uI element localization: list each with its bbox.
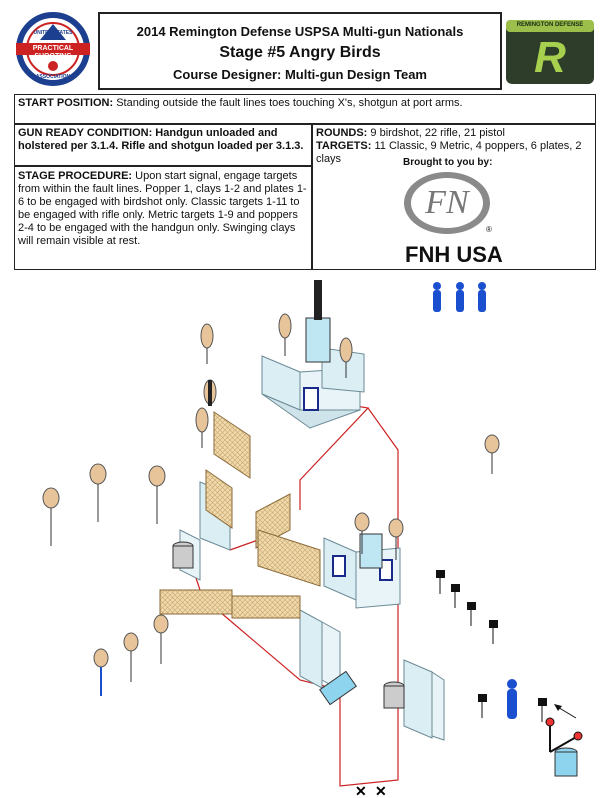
barrel: [384, 686, 404, 708]
paper-target: [43, 488, 59, 546]
fn-logo-text: FN: [425, 184, 469, 221]
rounds-text: 9 birdshot, 22 rifle, 21 pistol: [370, 127, 505, 139]
paper-target: [279, 314, 291, 356]
blue-popper: [433, 282, 441, 312]
start-x-mark: ✕: [375, 783, 387, 798]
steel-plate: [489, 620, 498, 644]
mesh-wall: [232, 596, 300, 618]
remington-brand-text: REMINGTON DEFENSE: [516, 22, 584, 28]
stage-title: Stage #5 Angry Birds: [219, 44, 381, 61]
start-x-mark: ✕: [355, 783, 367, 798]
sponsor-name: FNH USA: [405, 242, 503, 267]
steel-plate: [436, 570, 445, 594]
blue-popper: [478, 282, 486, 312]
swinging-clay: [546, 718, 582, 752]
mesh-wall: [258, 530, 320, 586]
targets-label: TARGETS:: [316, 140, 372, 152]
course-designer: Course Designer: Multi-gun Design Team: [172, 67, 427, 82]
center-post: [314, 280, 322, 320]
barrel: [306, 318, 330, 362]
paper-target: [485, 435, 499, 474]
paper-target: [124, 633, 138, 682]
targets-text: 11 Classic, 9 Metric, 4 poppers, 6 plates, 2 clays: [316, 140, 582, 165]
mesh-wall: [214, 412, 250, 478]
steel-plate: [451, 584, 460, 608]
blue-popper: [456, 282, 464, 312]
paper-target: [154, 615, 168, 664]
paper-target: [196, 408, 208, 448]
uspsa-ring-top: UNITED STATES: [33, 30, 73, 36]
start-position-text: Standing outside the fault lines toes touching X's, shotgun at port arms.: [116, 97, 463, 109]
rounds-label: ROUNDS:: [316, 127, 368, 139]
paper-target: [149, 466, 165, 524]
remington-r-mark: R: [534, 33, 566, 82]
barrel: [173, 546, 193, 568]
swing-arrow: [554, 704, 562, 711]
sponsor-brought-by: Brought to you by:: [403, 157, 493, 168]
gun-ready-text: GUN READY CONDITION: Handgun unloaded and holstered per 3.1.4. Rifle and shotgun loaded per 3.1.3.: [18, 127, 304, 152]
uspsa-banner: PRACTICAL SHOOTING: [32, 45, 74, 60]
paper-target: [90, 464, 106, 522]
lower-shooting-box: [300, 610, 322, 688]
steel-plate: [538, 698, 547, 722]
event-title: 2014 Remington Defense USPSA Multi-gun Nationals: [136, 24, 464, 39]
barrel: [555, 752, 577, 776]
steel-plate: [467, 602, 476, 626]
blue-popper: [507, 679, 517, 719]
fn-registered-mark: ®: [486, 225, 492, 234]
paper-target: [204, 380, 216, 406]
paper-target: [201, 324, 213, 364]
steel-plate: [478, 694, 487, 718]
stage-procedure-label: STAGE PROCEDURE:: [18, 170, 133, 182]
bottom-shooting-box: [404, 660, 432, 738]
paper-target: [94, 649, 108, 696]
barrel: [360, 534, 382, 568]
uspsa-ring-bottom: ASSOCIATION: [35, 74, 71, 80]
start-position-label: START POSITION:: [18, 97, 114, 109]
bottom-shooting-box: [432, 672, 444, 740]
fault-line: [230, 540, 258, 550]
stage-procedure-text: Upon start signal, engage targets from within the fault lines. Popper 1, clays 1-2 and plates 1-6 to be engaged with birdshot only. Classic targets 1-11 to be engaged with rifle only. Metric targets 1-9 and poppers 2-4 to be engaged with the handgun only. Swinging clays will remain visible at rest.: [18, 170, 307, 247]
mesh-wall: [160, 590, 232, 614]
